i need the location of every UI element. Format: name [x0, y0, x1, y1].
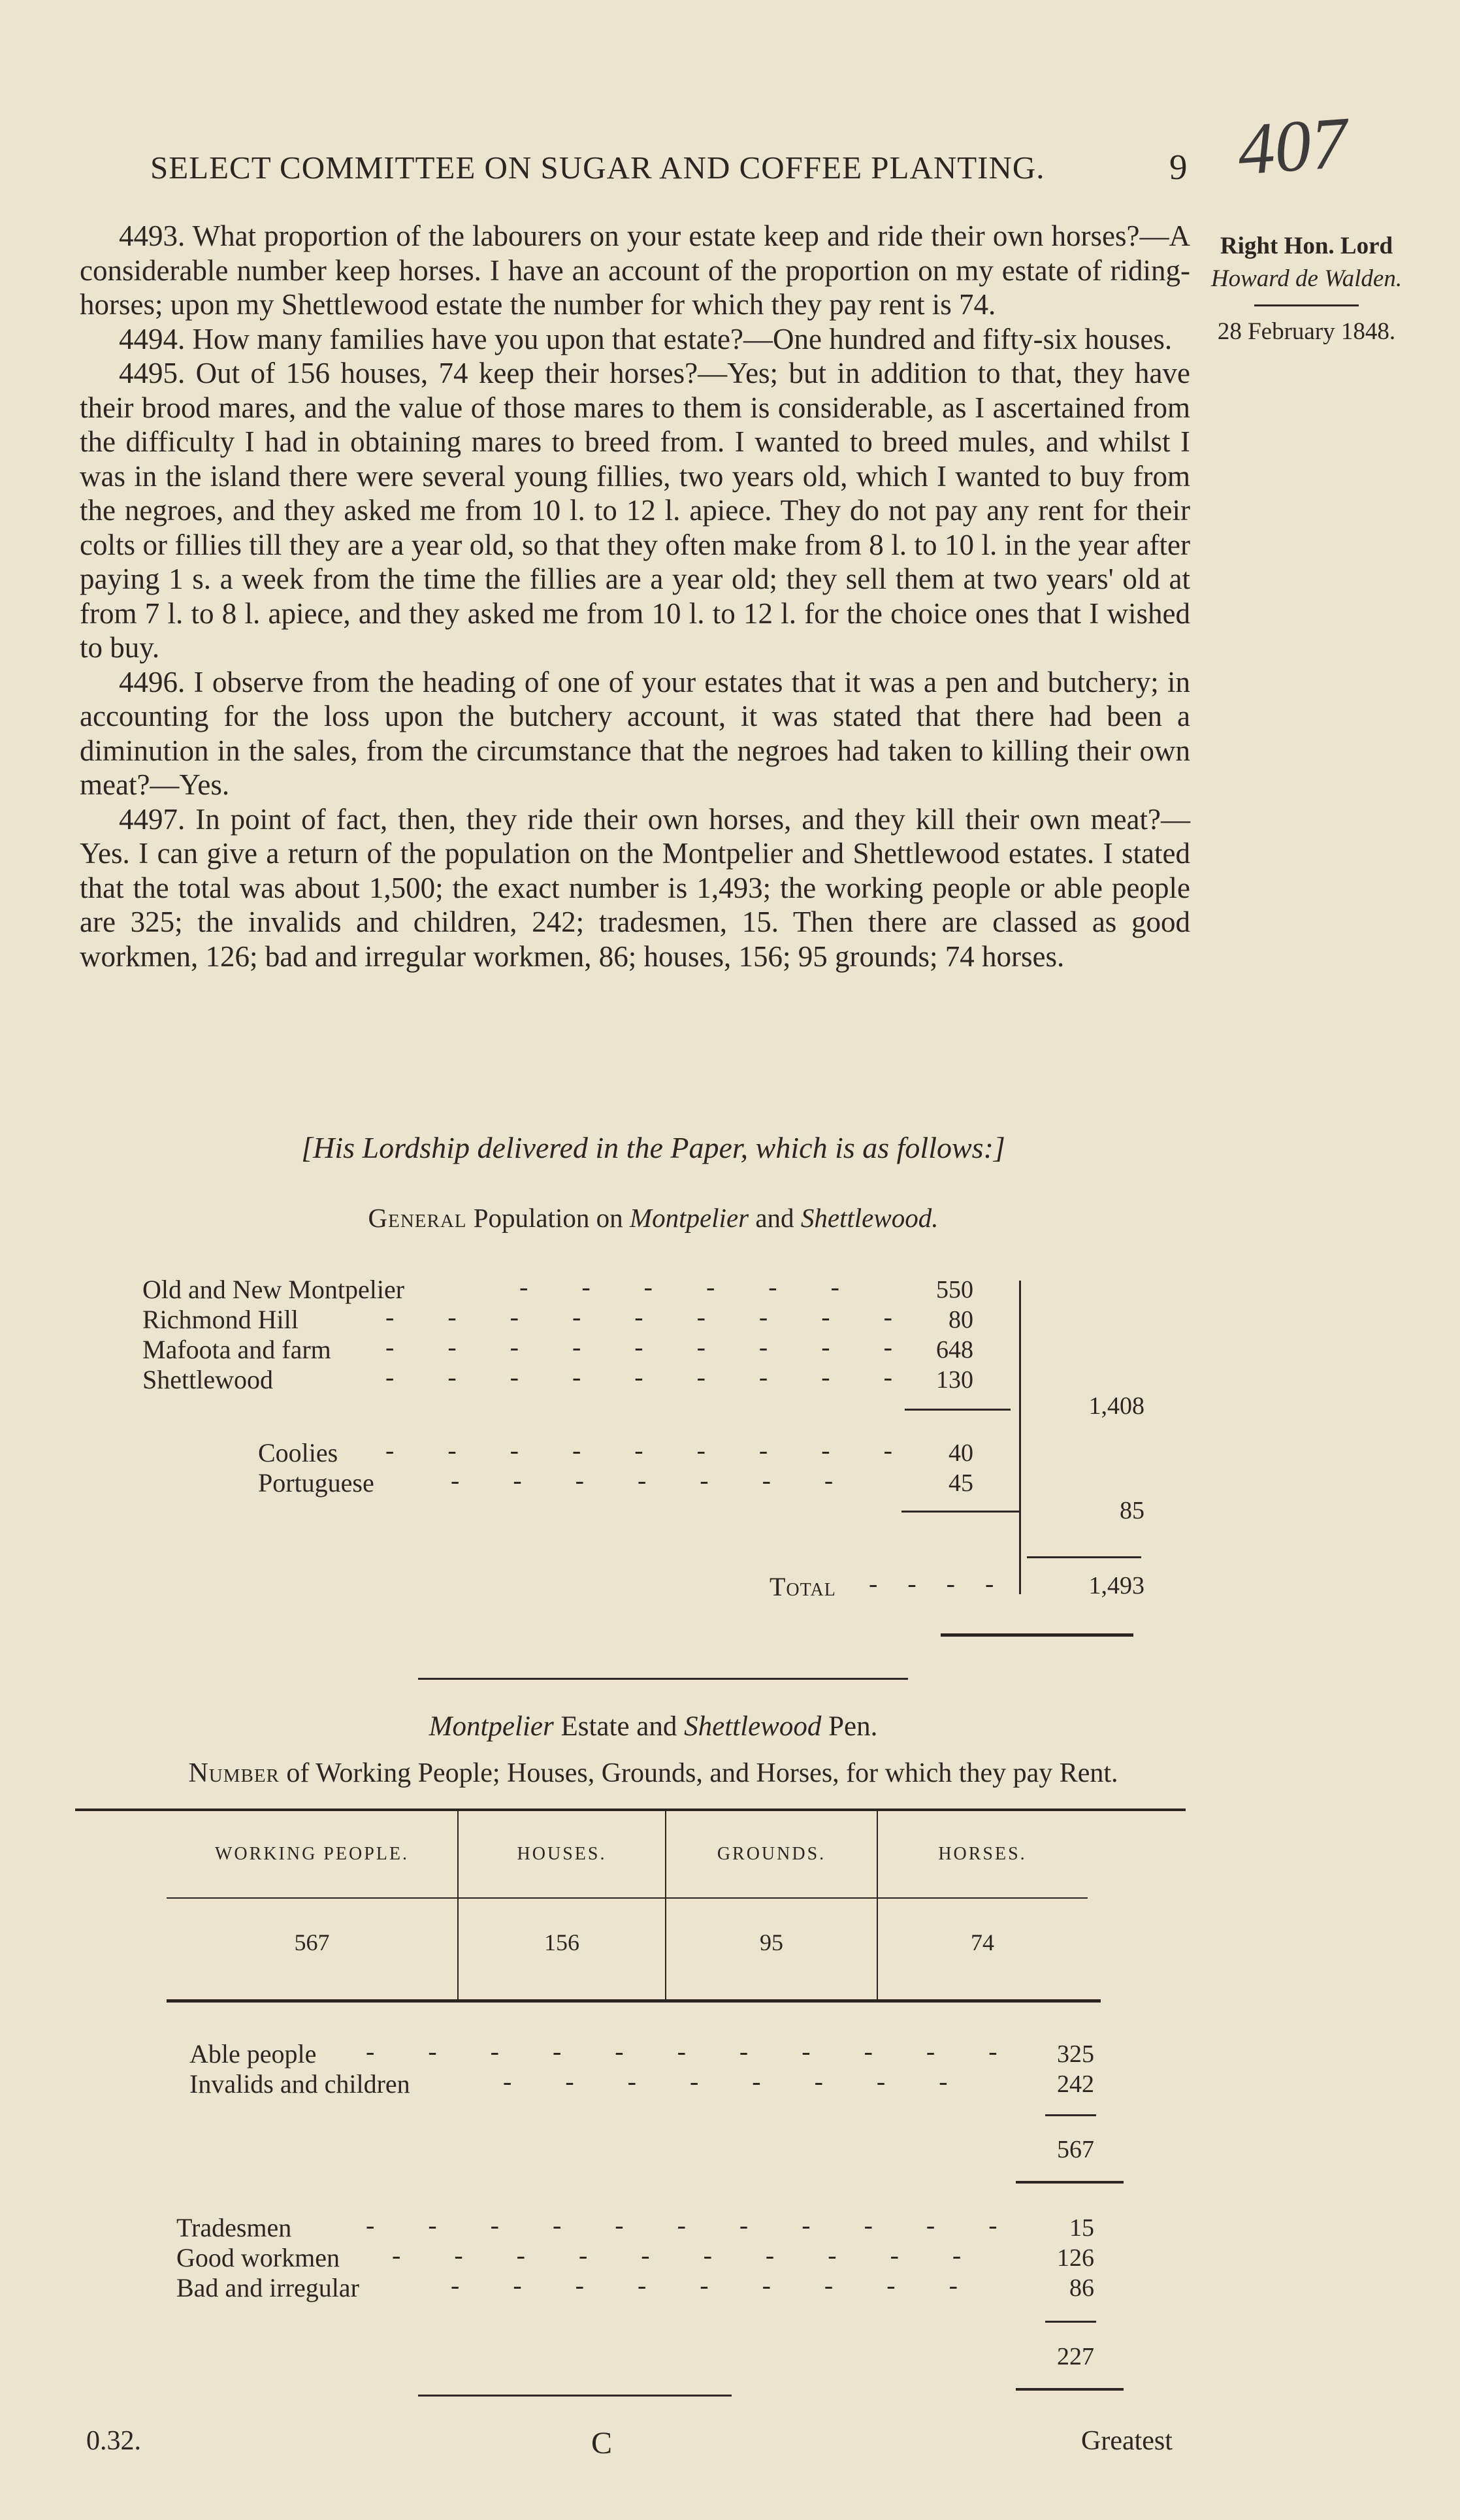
total-label: Total: [770, 1572, 836, 1601]
sum-rule: [1045, 2321, 1096, 2323]
subtotal-rule: [905, 1409, 1011, 1411]
leader-dots: - - - - - - - - - - -: [366, 2037, 1021, 2066]
sum-rule: [1016, 2181, 1124, 2184]
pop-value: 45: [949, 1469, 973, 1497]
breakdown-label: Tradesmen: [176, 2213, 292, 2242]
montpelier-title: Montpelier Estate and Shettlewood Pen.: [429, 1711, 878, 1742]
breakdown-label: Able people: [189, 2039, 317, 2069]
table-cell: 74: [971, 1929, 994, 1955]
pop-label: Mafoota and farm: [142, 1335, 331, 1364]
pop-value: 80: [949, 1306, 973, 1334]
leader-dots: - - - - - - - - -: [385, 1302, 916, 1332]
breakdown-sum: 567: [1057, 2136, 1094, 2163]
pop-value: 648: [936, 1336, 973, 1364]
leader-dots: - - - - - - -: [451, 1465, 857, 1495]
sum-rule: [1045, 2114, 1096, 2116]
pop-label: Richmond Hill: [142, 1305, 299, 1334]
general-population-title: General Population on Montpelier and Shettlewood.: [368, 1203, 939, 1233]
margin-note-title: Right Hon. Lord: [1220, 233, 1393, 259]
leader-dots: - - - - - - - -: [503, 2067, 971, 2096]
header-rule: [167, 1897, 1088, 1899]
bottom-divider: [418, 2395, 732, 2397]
leader-dots: - - - - - - - - - -: [392, 2240, 985, 2270]
paragraph-4494: 4494. How many families have you upon that estate?—One hundred and fifty-six houses.: [119, 322, 1173, 355]
table-top-rule: [75, 1808, 1186, 1811]
pop-label: Coolies: [258, 1438, 338, 1467]
column-header: HORSES.: [938, 1844, 1027, 1864]
total-rule: [1027, 1556, 1141, 1558]
leader-dots: - - - - - - - - -: [451, 2270, 981, 2300]
total-double-rule: [941, 1633, 1133, 1637]
pop-value: 130: [936, 1366, 973, 1394]
pop-label: Shettlewood: [142, 1365, 273, 1394]
footer-catchword: Greatest: [1081, 2426, 1173, 2456]
paragraph-4496: 4496. I observe from the heading of one of your estates that it was a pen and butchery; in accounting for the loss upon the butchery account, it was stated that there had been a diminution in the sales, from the circumstance that the negroes had taken to killing their own meat?—Yes.: [80, 665, 1191, 801]
folio-handwritten: 407: [1235, 102, 1351, 191]
column-header: GROUNDS.: [717, 1844, 826, 1864]
column-divider: [877, 1811, 878, 1999]
column-header: HOUSES.: [517, 1844, 607, 1864]
body-text: [80, 219, 1190, 974]
sum-rule: [1016, 2388, 1124, 2391]
margin-note-name: Howard de Walden.: [1210, 265, 1403, 292]
leader-dots: - - - - - - - - -: [385, 1332, 916, 1362]
column-divider: [457, 1811, 459, 1999]
subtotal-rule: [901, 1511, 1019, 1513]
delivered-note: [His Lordship delivered in the Paper, which is as follows:]: [301, 1131, 1005, 1164]
paragraph-4497: 4497. In point of fact, then, they ride their own horses, and they kill their own meat?—Yes. I can give a return of the population on the Montpelier and Shettlewood estates. I stated that the total was about 1,500; the exact number is 1,493; the working people or able people are 325; the invalids and children, 242; tradesmen, 15. Then there are classed as good workmen, 126; bad and irregular workmen, 86; houses, 156; 95 grounds; 74 horses.: [80, 802, 1191, 973]
paragraph-4495: 4495. Out of 156 houses, 74 keep their horses?—Yes; but in addition to that, they have their brood mares, and the value of those mares to them is considerable, as I ascertained from the difficulty I had in obtaining mares to breed from. I wanted to breed mules, and whilst I was in the island there were several young fillies, two years old, which I wanted to buy from the negroes, and they asked me from 10 l. to 12 l. apiece. They do not pay any rent for their colts or fillies till they are a year old, so that they often make from 8 l. to 10 l. in the year after paying 1 s. a week from the time the fillies are a year old; they sell them at two years' old at from 7 l. to 8 l. apiece, and they asked me from 10 l. to 12 l. for the choice ones that I wished to buy.: [80, 357, 1191, 664]
pop-total: 1,493: [1088, 1572, 1144, 1599]
table-cell: 567: [294, 1929, 330, 1955]
breakdown-value: 242: [1057, 2070, 1094, 2098]
pop-subtotal: 85: [1120, 1497, 1144, 1524]
paragraph-4493: 4493. What proportion of the labourers on your estate keep and ride their own horses?—A considerable number keep horses. I have an account of the proportion on my estate of riding-horses; upon my Shettlewood estate the number for which they pay rent is 74.: [80, 220, 1190, 321]
table-cell: 95: [760, 1929, 783, 1955]
table-bottom-rule: [167, 1999, 1101, 2003]
pop-subtotal: 1,408: [1088, 1392, 1144, 1420]
section-divider: [418, 1678, 908, 1680]
leader-dots: - - - - - -: [519, 1272, 863, 1301]
breakdown-value: 86: [1069, 2274, 1094, 2302]
montpelier-subtitle: Number of Working People; Houses, Grounds, and Horses, for which they pay Rent.: [188, 1758, 1118, 1788]
footer-signature: C: [591, 2426, 613, 2461]
margin-note: [1199, 230, 1414, 348]
pop-value: 550: [936, 1276, 973, 1303]
pop-value: 40: [949, 1439, 973, 1467]
breakdown-value: 325: [1057, 2040, 1094, 2068]
breakdown-label: Good workmen: [176, 2243, 340, 2272]
leader-dots: - - - - - - - - -: [385, 1362, 916, 1392]
running-head: SELECT COMMITTEE ON SUGAR AND COFFEE PLANTING.: [150, 150, 1045, 186]
breakdown-label: Bad and irregular: [176, 2273, 359, 2302]
table-cell: 156: [544, 1929, 579, 1955]
breakdown-value: 15: [1069, 2214, 1094, 2242]
breakdown-value: 126: [1057, 2244, 1094, 2272]
margin-rule: [1254, 304, 1359, 306]
column-divider: [665, 1811, 666, 1999]
pop-label: Portuguese: [258, 1468, 374, 1497]
column-divider: [1019, 1281, 1021, 1594]
margin-note-date: 28 February 1848.: [1217, 318, 1396, 345]
pop-label: Old and New Montpelier: [142, 1275, 405, 1304]
column-header: WORKING PEOPLE.: [215, 1844, 409, 1864]
page-number: 9: [1169, 147, 1188, 187]
breakdown-sum: 227: [1057, 2343, 1094, 2370]
footer-left: 0.32.: [86, 2426, 141, 2456]
leader-dots: - - - - - - - - -: [385, 1435, 916, 1465]
breakdown-label: Invalids and children: [189, 2069, 410, 2099]
leader-dots: - - - - - - - - - - -: [366, 2210, 1021, 2240]
leader-dots: - - - -: [869, 1569, 1006, 1598]
